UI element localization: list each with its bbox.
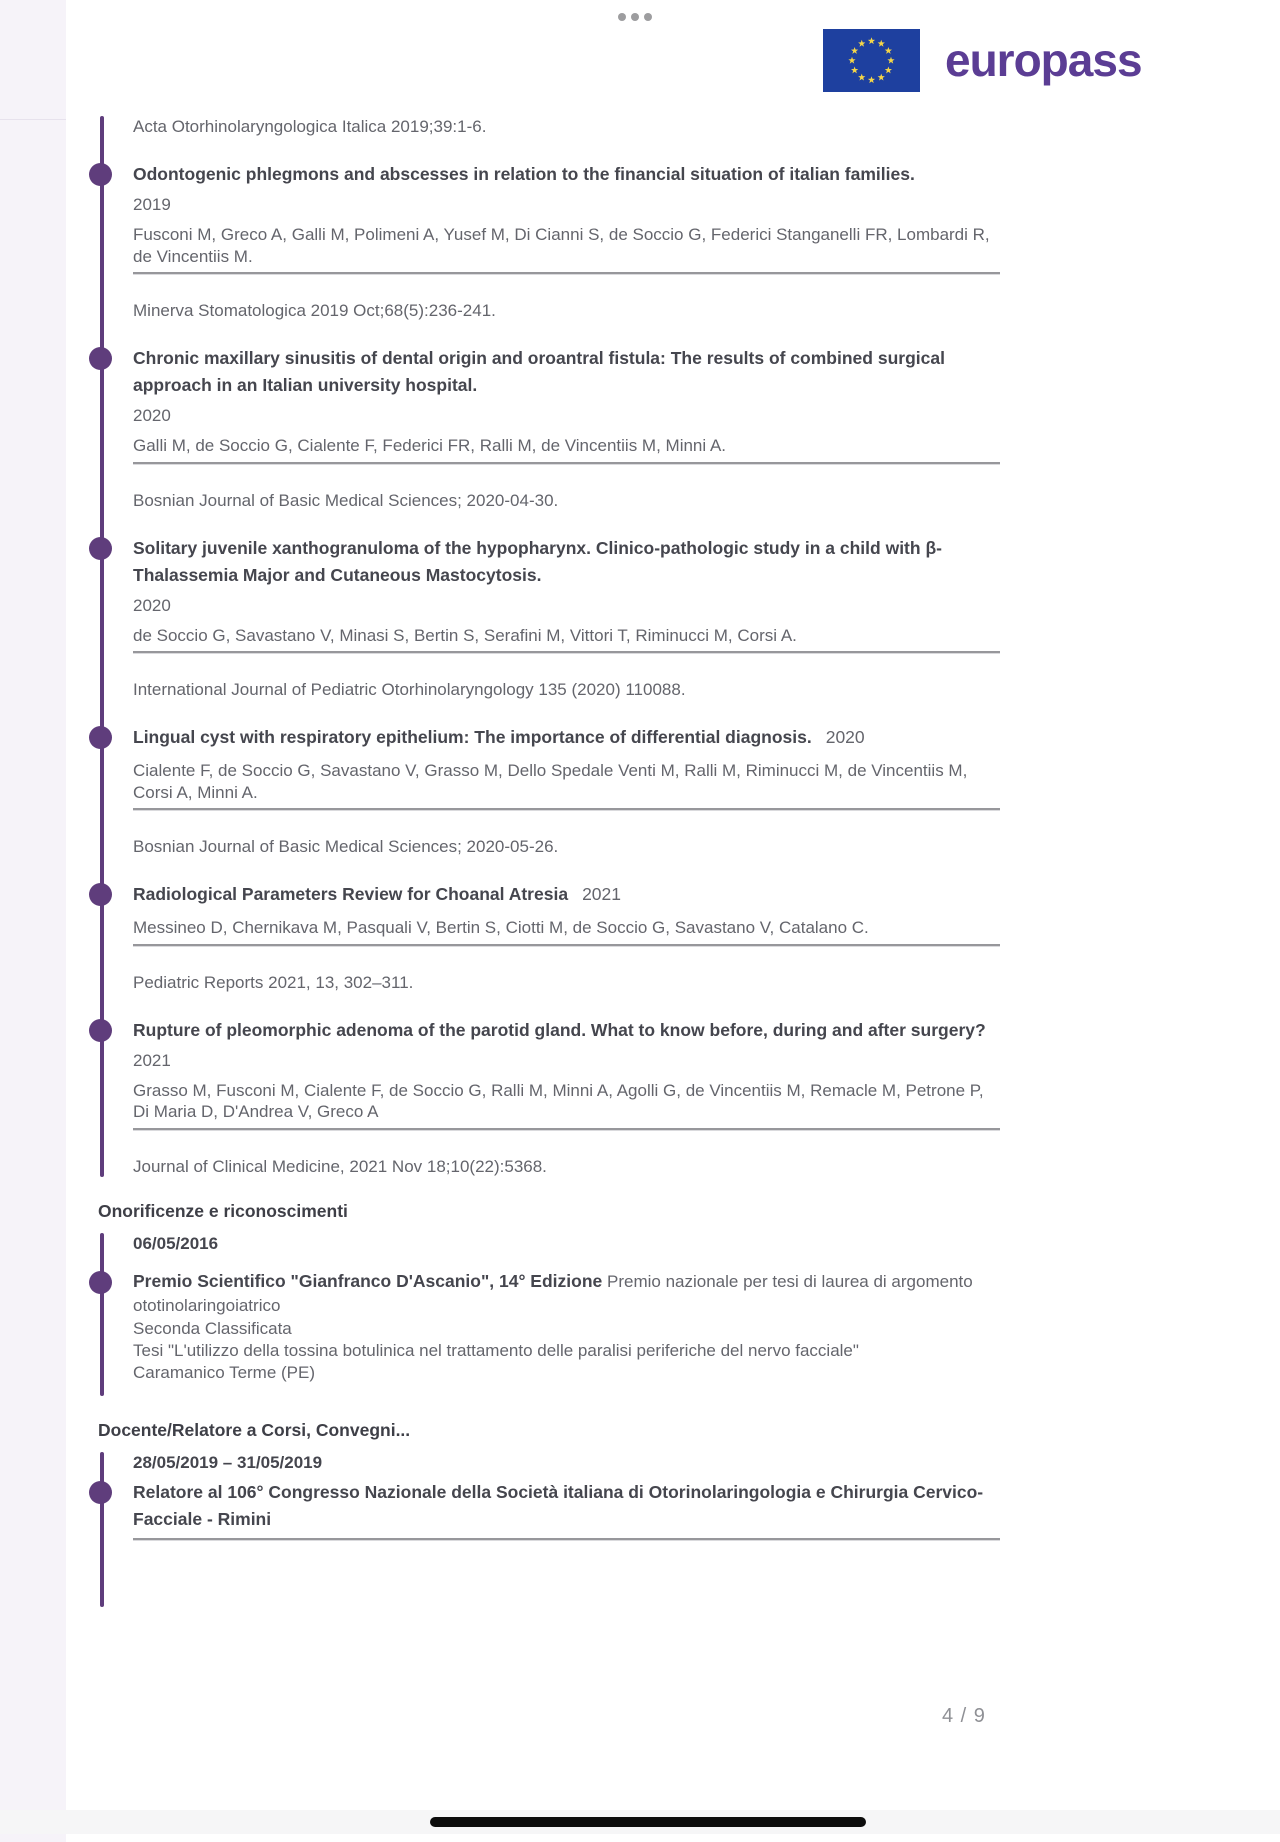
publication-entry — [133, 161, 1000, 321]
dot-icon — [618, 13, 626, 21]
timeline-dot-icon — [89, 163, 112, 186]
timeline-line — [100, 1233, 104, 1396]
publication-year: 2020 — [825, 727, 865, 747]
award-thesis: Tesi "L'utilizzo della tossina botulinica nel trattamento delle paralisi periferiche del nervo facciale" — [133, 1340, 859, 1360]
publication-authors: Grasso M, Fusconi M, Cialente F, de Soccio G, Ralli M, Minni A, Agolli G, de Vincentiis M, Remacle M, Petrone P, Di Maria D, D'Andrea V, Greco A — [133, 1080, 984, 1121]
page-indicator: 4 / 9 — [942, 1705, 986, 1727]
publication-authors: Fusconi M, Greco A, Galli M, Polimeni A, Yusef M, Di Cianni S, de Soccio G, Federici Stanganelli FR, Lombardi R, de Vincentiis M. — [133, 225, 990, 266]
publication-journal: Journal of Clinical Medicine, 2021 Nov 18;10(22):5368. — [133, 1156, 547, 1176]
award-location: Caramanico Terme (PE) — [133, 1362, 316, 1382]
publication-journal: Bosnian Journal of Basic Medical Sciences; 2020-05-26. — [133, 837, 559, 856]
publication-title-text: Lingual cyst with respiratory epithelium: The importance of differential diagnosis. — [133, 727, 812, 747]
publication-year: 2020 — [133, 406, 171, 425]
publication-year: 2020 — [133, 595, 171, 615]
publication-title-text: Chronic maxillary sinusitis of dental origin and oroantral fistula: The results of combined surgical approach in an Italian university hospital. — [133, 348, 945, 395]
publication-year: 2019 — [133, 195, 171, 214]
publication-journal: Minerva Stomatologica 2019 Oct;68(5):236-241. — [133, 301, 496, 320]
publication-title — [133, 724, 1000, 751]
timeline-line — [100, 116, 104, 1177]
publication-title — [133, 345, 1000, 399]
award-description: Premio nazionale per tesi di laurea di argomento ototinolaringoiatrico — [133, 1271, 973, 1315]
conference-entry — [133, 1479, 1000, 1541]
dot-icon — [631, 13, 639, 21]
timeline-dot-icon — [89, 347, 112, 370]
award-entry — [133, 1269, 1000, 1384]
dot-icon — [644, 13, 652, 21]
section-header-honors: Onorificenze e riconoscimenti — [98, 1200, 348, 1221]
publications-group — [98, 116, 1000, 1177]
publication-title — [133, 1017, 1000, 1044]
separator-rule — [133, 944, 1000, 947]
publication-title — [133, 881, 1000, 908]
europass-wordmark: europass — [945, 34, 1142, 86]
award-title: Premio Scientifico "Gianfranco D'Ascanio", 14° Edizione — [133, 1270, 603, 1291]
separator-rule — [133, 462, 1000, 465]
entry-date: 06/05/2016 — [133, 1233, 219, 1253]
award-result: Seconda Classificata — [133, 1318, 292, 1338]
publication-entry — [133, 535, 1000, 701]
bottom-bar — [0, 1810, 1280, 1834]
separator-rule — [133, 1538, 1000, 1541]
scroll-handle[interactable] — [430, 1817, 866, 1827]
award-title-line — [133, 1269, 1000, 1318]
document-page — [0, 104, 1133, 1607]
timeline-dot-icon — [89, 1019, 112, 1042]
publication-authors: Cialente F, de Soccio G, Savastano V, Grasso M, Dello Spedale Venti M, Ralli M, Riminucci M, de Vincentiis M, Corsi A, Minni A. — [133, 761, 968, 802]
entry-date-range: 28/05/2019 – 31/05/2019 — [133, 1452, 323, 1472]
eu-flag-icon — [823, 29, 920, 92]
publication-entry — [133, 1017, 1000, 1177]
europass-logo — [823, 27, 1142, 93]
timeline-dot-icon — [89, 883, 112, 906]
publication-title — [133, 161, 1000, 188]
publication-entry — [133, 881, 1000, 993]
publication-journal: Pediatric Reports 2021, 13, 302–311. — [133, 972, 414, 992]
conference-title: Relatore al 106° Congresso Nazionale della Società italiana di Otorinolaringologia e Chirurgia Cervico-Facciale - Rimini — [133, 1481, 984, 1529]
separator-rule — [133, 651, 1000, 654]
publication-journal: Acta Otorhinolaryngologica Italica 2019;39:1-6. — [133, 117, 487, 136]
publication-journal: International Journal of Pediatric Otorhinolaryngology 135 (2020) 110088. — [133, 680, 686, 699]
publication-title-text: Odontogenic phlegmons and abscesses in relation to the financial situation of italian families. — [133, 164, 915, 184]
publication-authors: Messineo D, Chernikava M, Pasquali V, Bertin S, Ciotti M, de Soccio G, Savastano V, Catalano C. — [133, 918, 869, 937]
publication-year: 2021 — [582, 884, 621, 904]
honors-group — [98, 1233, 1000, 1396]
section-header-teaching: Docente/Relatore a Corsi, Convegni... — [98, 1419, 411, 1440]
teaching-group — [98, 1452, 1000, 1607]
separator-rule — [133, 1128, 1000, 1131]
timeline-dot-icon — [89, 1481, 112, 1504]
publication-year: 2021 — [133, 1050, 171, 1070]
timeline-dot-icon — [89, 1271, 112, 1294]
timeline-dot-icon — [89, 726, 112, 749]
publication-journal: Bosnian Journal of Basic Medical Sciences; 2020-04-30. — [133, 490, 559, 510]
more-options-icon[interactable] — [618, 12, 652, 22]
timeline-line — [100, 1452, 104, 1607]
publication-title-text: Rupture of pleomorphic adenoma of the parotid gland. What to know before, during and after surgery? — [133, 1019, 986, 1040]
publication-authors: de Soccio G, Savastano V, Minasi S, Bertin S, Serafini M, Vittori T, Riminucci M, Corsi A. — [133, 625, 797, 645]
timeline-dot-icon — [89, 537, 112, 560]
separator-rule — [133, 272, 1000, 275]
publication-authors: Galli M, de Soccio G, Cialente F, Federici FR, Ralli M, de Vincentiis M, Minni A. — [133, 436, 726, 455]
publication-title-text: Solitary juvenile xanthogranuloma of the hypopharynx. Clinico-pathologic study in a child with β-Thalassemia Major and Cutaneous Mastocytosis. — [133, 537, 942, 585]
publication-entry — [133, 724, 1000, 857]
publication-title-text: Radiological Parameters Review for Choanal Atresia — [133, 884, 569, 904]
publication-entry — [133, 345, 1000, 511]
separator-rule — [133, 808, 1000, 811]
publication-title — [133, 535, 1000, 589]
